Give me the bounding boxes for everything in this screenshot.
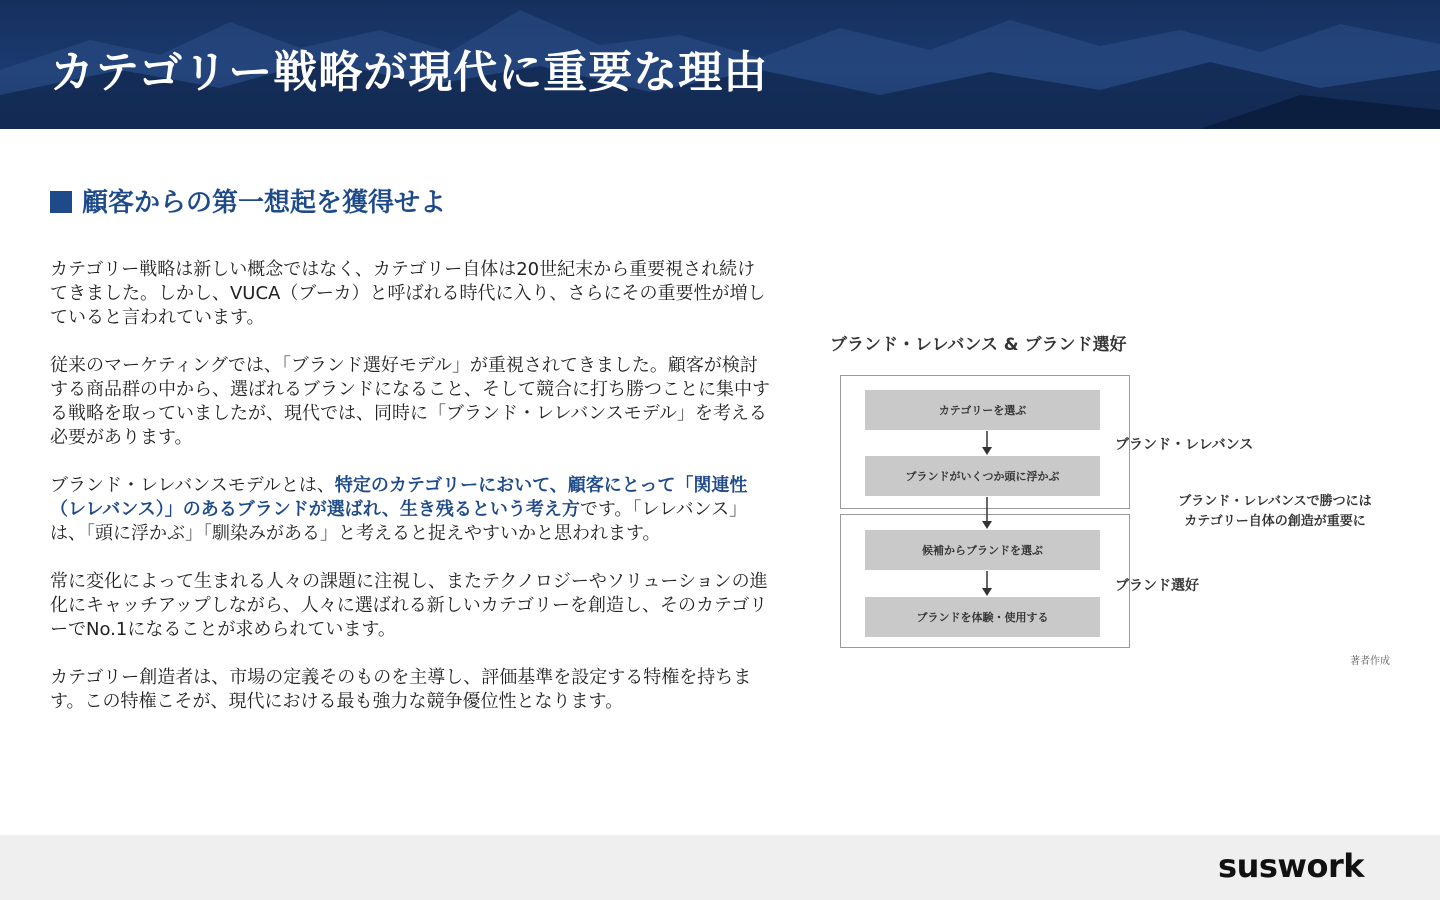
body-text [50,258,772,738]
step-2: ブランドがいくつか頭に浮かぶ [865,456,1100,496]
suswork-logo: suswork [1218,847,1364,885]
down-arrow-icon [981,431,993,455]
preference-label: ブランド選好 [1115,578,1199,594]
diagram-note [1160,492,1390,532]
diagram-credit: 著者作成 [1350,656,1390,667]
paragraph-5: カテゴリー創造者は、市場の定義そのものを主導し、評価基準を設定する特権を持ちます。この特権こそが、現代における最も強力な競争優位性となります。 [50,667,752,712]
down-arrow-icon [981,571,993,596]
page-title: カテゴリー戦略が現代に重要な理由 [50,47,769,98]
paragraph-3 [50,474,772,546]
square-bullet-icon [50,191,72,213]
step-3: 候補からブランドを選ぶ [865,530,1100,570]
note-line-1: ブランド・レレバンスで勝つには [1178,494,1372,509]
paragraph-3-outro: です。「レレバンス」は、「頭に浮かぶ」「馴染みがある」と考えると捉えやすいかと思われます。 [50,499,748,544]
brand-relevance-diagram [820,320,1410,680]
relevance-label: ブランド・レレバンス [1115,437,1254,453]
diagram-title: ブランド・レレバンス & ブランド選好 [830,335,1127,355]
down-arrow-icon [981,497,993,529]
paragraph-4: 常に変化によって生まれる人々の課題に注視し、またテクノロジーやソリューションの進化にキャッチアップしながら、人々に選ばれる新しいカテゴリーを創造し、そのカテゴリーでNo.1になることが求められています。 [50,571,768,640]
paragraph-2: 従来のマーケティングでは、「ブランド選好モデル」が重視されてきました。顧客が検討する商品群の中から、選ばれるブランドになること、そして競合に打ち勝つことに集中する戦略を取っていましたが、現代では、同時に「ブランド・レレバンスモデル」を考える必要があります。 [50,355,770,448]
paragraph-3-intro: ブランド・レレバンスモデルとは、 [50,475,335,496]
note-line-2: カテゴリー自体の創造が重要に [1184,514,1366,529]
step-4: ブランドを体験・使用する [865,597,1100,637]
header-banner [0,0,1440,129]
section-heading-text: 顧客からの第一想起を獲得せよ [82,188,447,218]
footer [0,835,1440,900]
step-1: カテゴリーを選ぶ [865,390,1100,430]
section-heading [50,182,446,219]
paragraph-3-highlight: 特定のカテゴリーにおいて、顧客にとって「関連性（レレバンス）」のあるブランドが選ばれ、生き残るという考え方 [50,475,748,520]
paragraph-1: カテゴリー戦略は新しい概念ではなく、カテゴリー自体は20世紀末から重要視され続けてきました。しかし、VUCA（ブーカ）と呼ばれる時代に入り、さらにその重要性が増していると言われています。 [50,259,766,328]
